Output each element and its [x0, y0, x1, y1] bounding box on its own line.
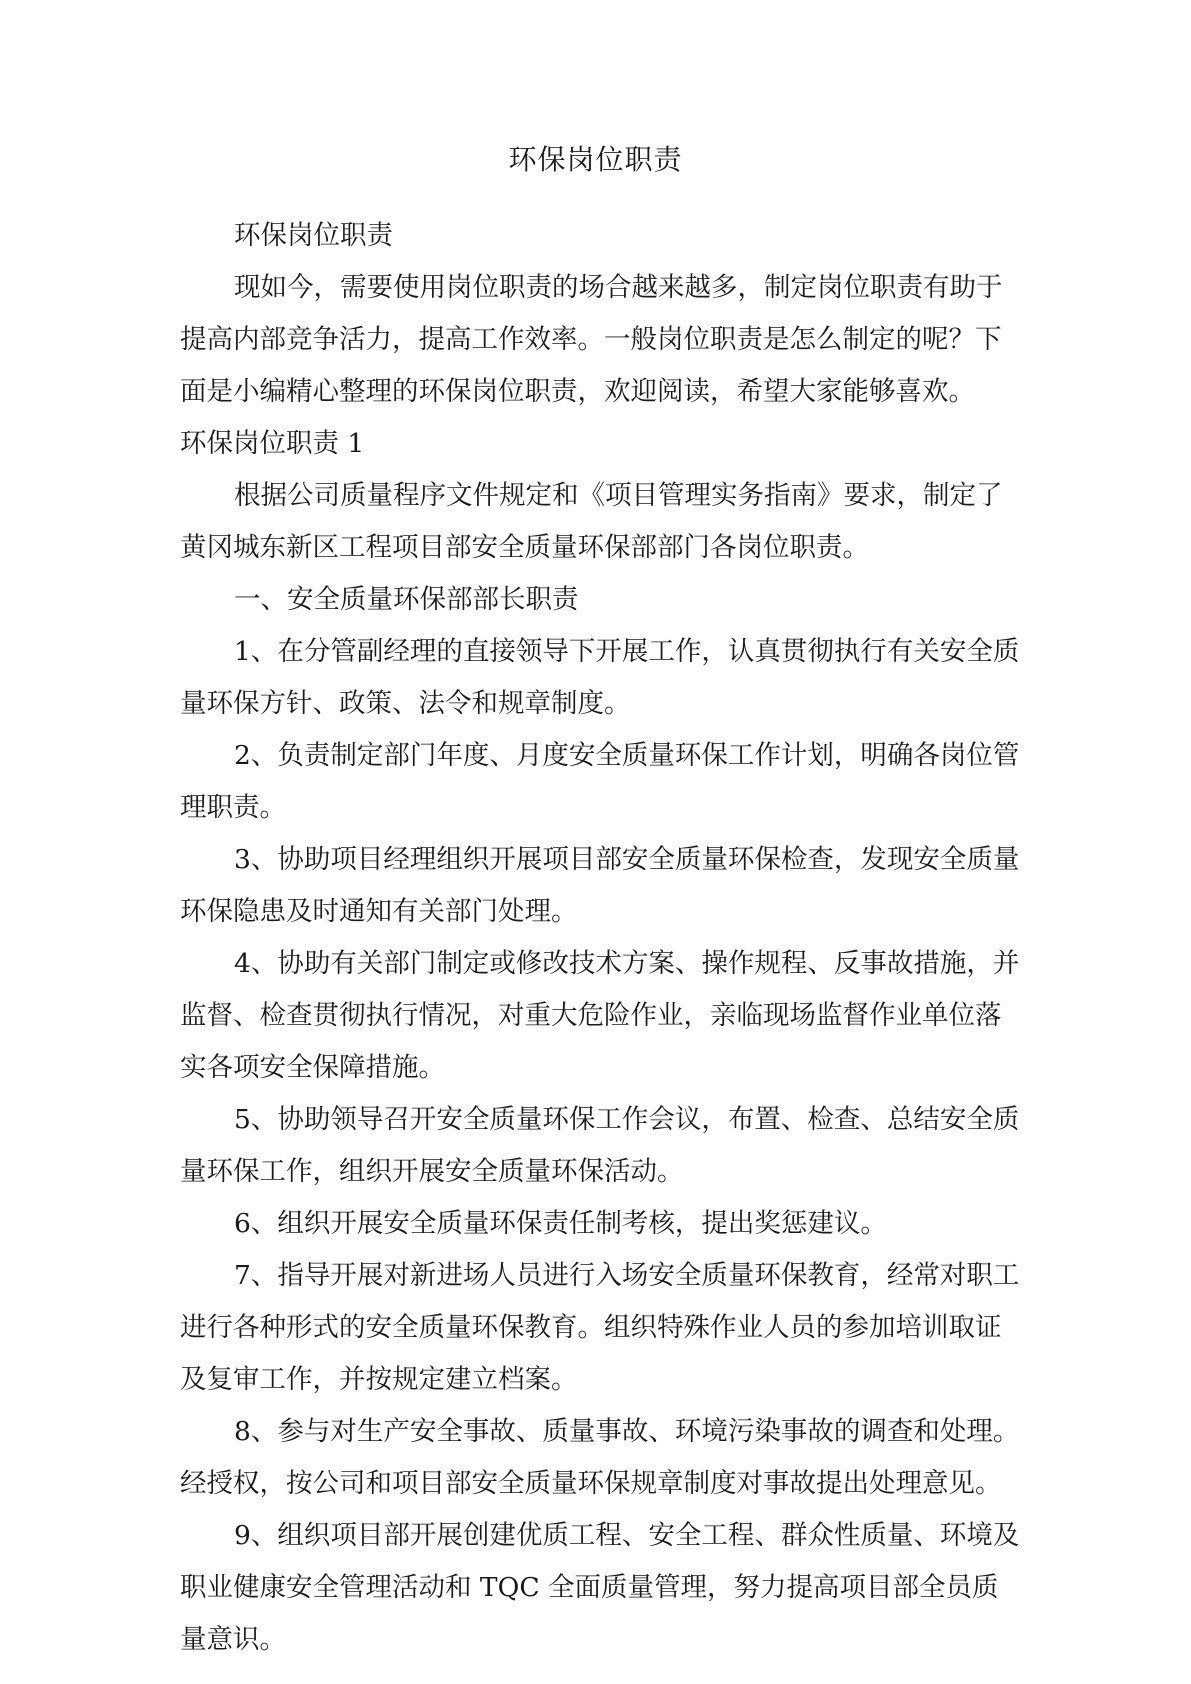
- paragraph-basis: 根据公司质量程序文件规定和《项目管理实务指南》要求，制定了黄冈城东新区工程项目部安全质量环保部部门各岗位职责。: [180, 480, 1003, 563]
- duty-item-4: 4、协助有关部门制定或修改技术方案、操作规程、反事故措施，并监督、检查贯彻执行情况，对重大危险作业，亲临现场监督作业单位落实各项安全保障措施。: [180, 948, 1020, 1083]
- document-body: [180, 210, 1020, 1666]
- section-heading: 环保岗位职责 1: [180, 428, 365, 459]
- duty-item-1: 1、在分管副经理的直接领导下开展工作，认真贯彻执行有关安全质量环保方针、政策、法令和规章制度。: [180, 636, 1020, 719]
- subsection-heading: 一、安全质量环保部部长职责: [234, 584, 579, 615]
- duty-item-9: 9、组织项目部开展创建优质工程、安全工程、群众性质量、环境及职业健康安全管理活动和 TQC 全面质量管理，努力提高项目部全员质量意识。: [180, 1520, 1020, 1655]
- duty-item-3: 3、协助项目经理组织开展项目部安全质量环保检查，发现安全质量环保隐患及时通知有关部门处理。: [180, 844, 1020, 927]
- duty-item-2: 2、负责制定部门年度、月度安全质量环保工作计划，明确各岗位管理职责。: [180, 740, 1020, 823]
- duty-item-5: 5、协助领导召开安全质量环保工作会议，布置、检查、总结安全质量环保工作，组织开展安全质量环保活动。: [180, 1104, 1020, 1187]
- paragraph-subtitle: 环保岗位职责: [234, 220, 393, 251]
- duty-item-7: 7、指导开展对新进场人员进行入场安全质量环保教育，经常对职工进行各种形式的安全质量环保教育。组织特殊作业人员的参加培训取证及复审工作，并按规定建立档案。: [180, 1260, 1020, 1395]
- duty-item-6: 6、组织开展安全质量环保责任制考核，提出奖惩建议。: [234, 1208, 887, 1239]
- paragraph-intro: 现如今，需要使用岗位职责的场合越来越多，制定岗位职责有助于提高内部竞争活力，提高工作效率。一般岗位职责是怎么制定的呢？下面是小编精心整理的环保岗位职责，欢迎阅读，希望大家能够喜欢。: [180, 272, 1003, 407]
- duty-item-8: 8、参与对生产安全事故、质量事故、环境污染事故的调查和处理。经授权，按公司和项目部安全质量环保规章制度对事故提出处理意见。: [180, 1416, 1020, 1499]
- document-title: 环保岗位职责: [508, 143, 683, 176]
